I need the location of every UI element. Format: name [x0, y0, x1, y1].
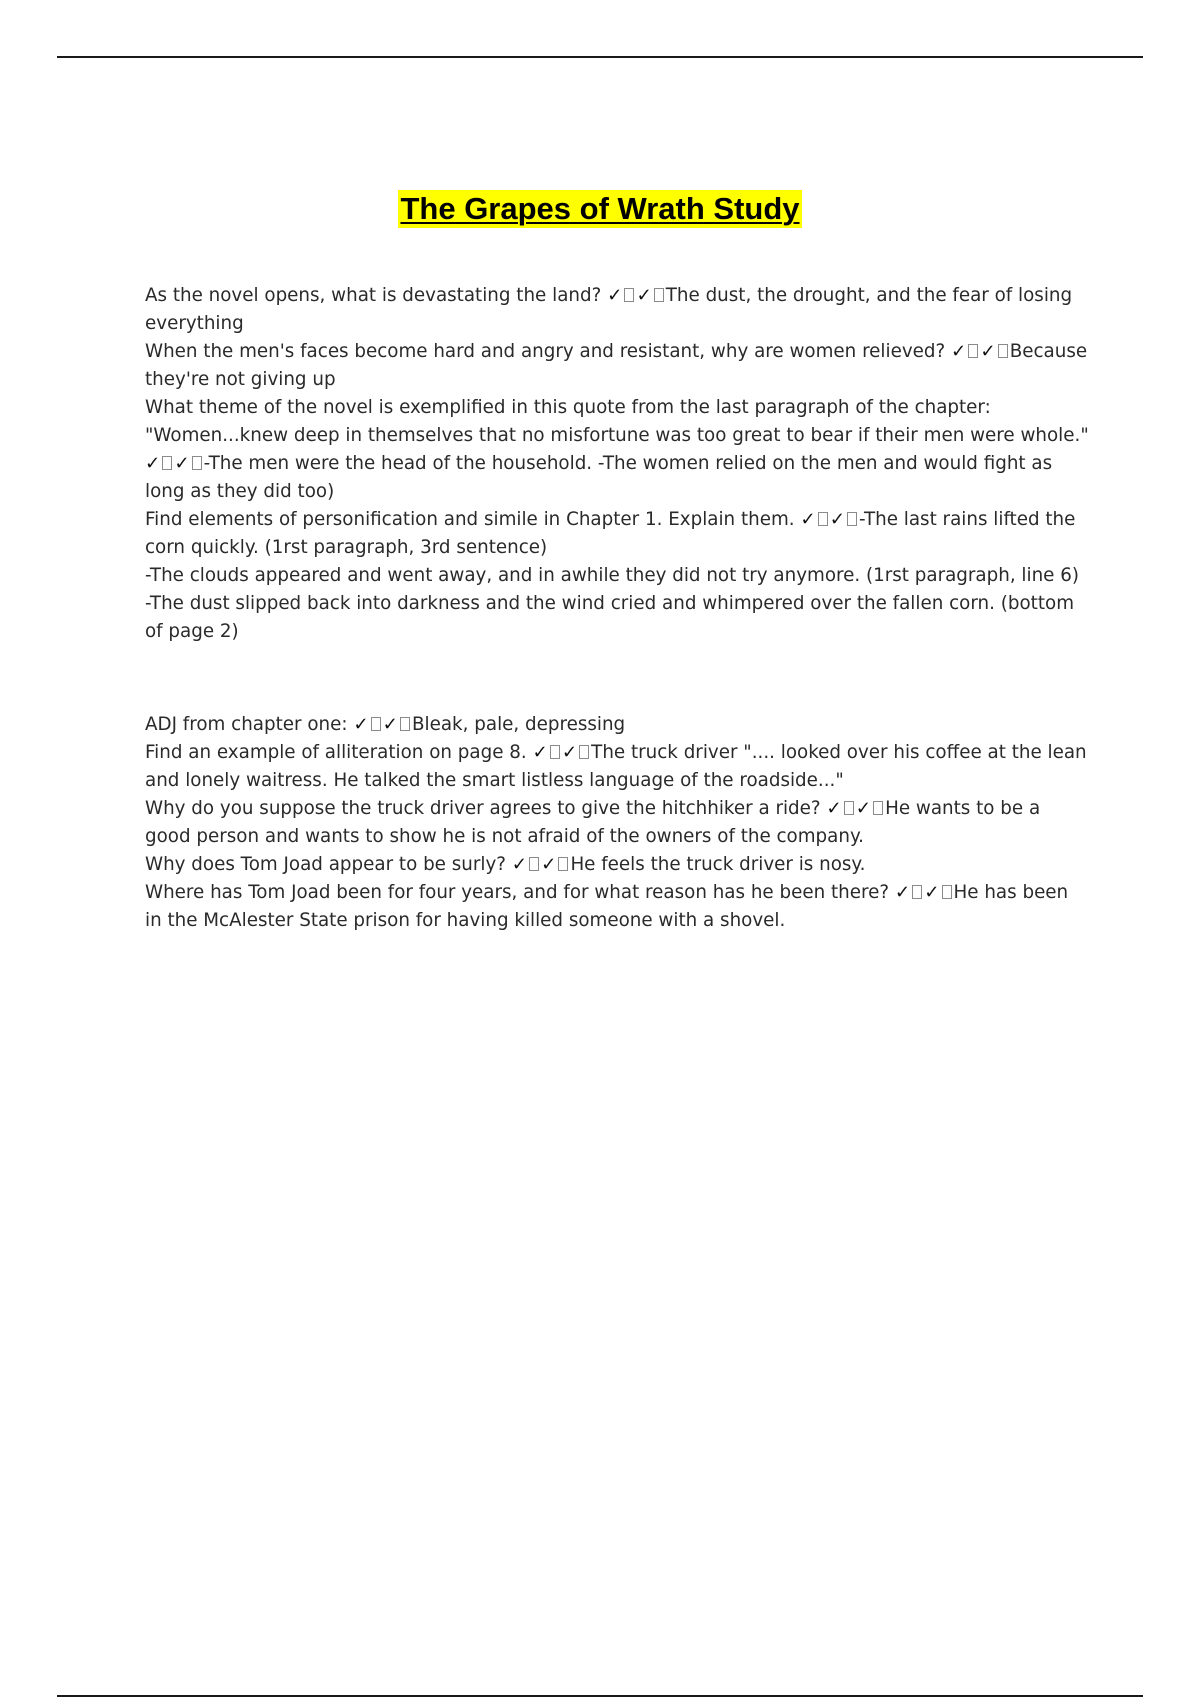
qa-item-4 — [145, 506, 1090, 562]
question-text: ADJ from chapter one: — [145, 714, 348, 735]
box-icon — [912, 885, 922, 899]
answer-text: -The men were the head of the household. -The women relied on the men and would fight as long as they did too) — [145, 453, 1053, 502]
check-icon: ✓ — [826, 798, 842, 819]
check-icon: ✓ — [145, 453, 161, 474]
check-icon: ✓ — [951, 341, 967, 362]
check-icon: ✓ — [561, 742, 578, 763]
box-icon — [192, 456, 202, 470]
check-icon: ✓ — [980, 341, 996, 362]
title-area — [0, 190, 1200, 228]
qa-item-9 — [145, 879, 1090, 935]
qa-item-7 — [145, 795, 1090, 851]
answer-text: -The last rains lifted the corn quickly. (1rst paragraph, 3rd sentence) — [145, 509, 1076, 558]
page-title: The Grapes of Wrath Study — [400, 191, 800, 226]
answer-text: The truck driver ".... looked over his coffee at the lean and lonely waitress. He talked the smart listless language of the roadside..." — [145, 742, 1087, 791]
study-content — [145, 282, 1090, 935]
box-icon — [371, 717, 381, 731]
box-icon — [624, 288, 634, 302]
top-rule — [57, 56, 1143, 58]
check-icon: ✓ — [800, 509, 816, 530]
check-icon: ✓ — [924, 882, 940, 903]
box-icon — [550, 745, 560, 759]
question-text: Where has Tom Joad been for four years, and for what reason has he been there? — [145, 882, 890, 903]
check-icon: ✓ — [382, 714, 398, 735]
check-icon: ✓ — [636, 285, 652, 306]
question-text: What theme of the novel is exemplified in this quote from the last paragraph of the chapter: "Women...knew deep in themselves that no misfortune was too great to bear if their men were whole." — [145, 397, 1089, 446]
box-icon — [818, 512, 828, 526]
answer-text: The dust, the drought, and the fear of losing everything — [145, 285, 1073, 334]
box-icon — [873, 801, 883, 815]
question-text: Find elements of personification and simile in Chapter 1. Explain them. — [145, 509, 795, 530]
question-text: Find an example of alliteration on page 8. — [145, 742, 527, 763]
qa-item-3 — [145, 394, 1090, 506]
box-icon — [998, 344, 1008, 358]
box-icon — [968, 344, 978, 358]
qa-item-2 — [145, 338, 1090, 394]
check-icon: ✓ — [532, 742, 548, 763]
check-icon: ✓ — [829, 509, 846, 530]
box-icon — [847, 512, 857, 526]
box-icon — [942, 885, 952, 899]
check-icon: ✓ — [174, 453, 190, 474]
box-icon — [400, 717, 410, 731]
box-icon — [579, 745, 589, 759]
check-icon: ✓ — [511, 854, 528, 875]
check-icon: ✓ — [353, 714, 369, 735]
box-icon — [558, 857, 568, 871]
answer-text: Because they're not giving up — [145, 341, 1088, 390]
box-icon — [654, 288, 664, 302]
bottom-rule — [57, 1695, 1143, 1697]
check-icon: ✓ — [894, 882, 911, 903]
qa-item-6 — [145, 739, 1090, 795]
question-text: Why do you suppose the truck driver agrees to give the hitchhiker a ride? — [145, 798, 821, 819]
box-icon — [529, 857, 539, 871]
answer-text: Bleak, pale, depressing — [411, 714, 626, 735]
box-icon — [844, 801, 854, 815]
qa-item-5 — [145, 711, 1090, 739]
answer-text: He wants to be a good person and wants to show he is not afraid of the owners of the company. — [145, 798, 1041, 847]
answer-text: He feels the truck driver is nosy. — [570, 854, 866, 875]
answer-continuation: -The clouds appeared and went away, and in awhile they did not try anymore. (1rst paragraph, line 6) — [145, 565, 1080, 586]
qa-item-8 — [145, 851, 1090, 879]
question-text: As the novel opens, what is devastating the land? — [145, 285, 602, 306]
answer-text: He has been in the McAlester State prison for having killed someone with a shovel. — [145, 882, 1069, 931]
question-text: When the men's faces become hard and angry and resistant, why are women relieved? — [145, 341, 946, 362]
check-icon: ✓ — [855, 798, 872, 819]
question-text: Why does Tom Joad appear to be surly? — [145, 854, 506, 875]
answer-continuation: -The dust slipped back into darkness and the wind cried and whimpered over the fallen corn. (bottom of page 2) — [145, 593, 1075, 642]
check-icon: ✓ — [607, 285, 623, 306]
box-icon — [162, 456, 172, 470]
qa-item-1 — [145, 282, 1090, 338]
check-icon: ✓ — [541, 854, 557, 875]
